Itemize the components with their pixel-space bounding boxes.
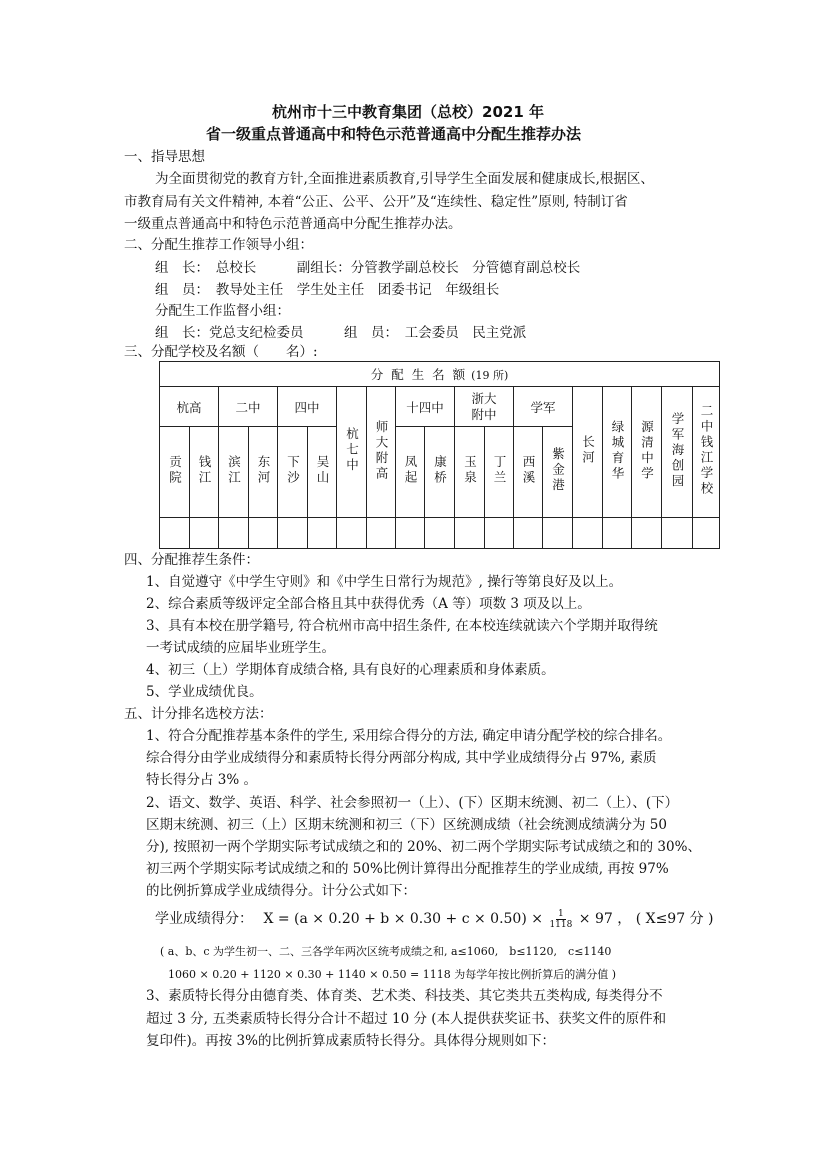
- quota-cell: [425, 518, 455, 549]
- campus-yuquan: 玉泉: [455, 427, 485, 518]
- supervision-row: 组 长：党总支纪检委员 组 员： 工会委员 民主党派: [155, 325, 527, 341]
- campus-fengqi: 凤起: [396, 427, 425, 518]
- quota-cell: [632, 518, 662, 549]
- school-hanggao: 杭高: [160, 387, 219, 427]
- formula-note: ( a、b、c 为学生初一、二、三各学年两次区统考成绩之和, a≤1060, b≤1120, c≤1140: [160, 945, 612, 958]
- school-lvcheng-yuhua: 绿城育华: [603, 387, 632, 518]
- quota-cell: [514, 518, 543, 549]
- section3-heading: 三、分配学校及名额（ 名）:: [124, 344, 318, 360]
- quota-cell: [543, 518, 573, 549]
- condition-item: 1、自觉遵守《中学生守则》和《中学生日常行为规范》, 操行等第良好及以上。: [146, 574, 623, 590]
- school-shisizhong: 十四中: [396, 387, 455, 427]
- method-paragraph: 特长得分占 3% 。: [146, 772, 257, 788]
- section1-heading: 一、指导思想: [124, 149, 205, 165]
- quota-cell: [219, 518, 249, 549]
- school-erzhong: 二中: [219, 387, 278, 427]
- quota-cell: [693, 518, 720, 549]
- method-paragraph: 复印件)。再按 3%的比例折算成素质特长得分。具体得分规则如下：: [146, 1033, 555, 1049]
- school-xuejun: 学军: [514, 387, 573, 427]
- quota-cell: [573, 518, 603, 549]
- section2-heading: 二、分配生推荐工作领导小组：: [124, 237, 313, 253]
- method-paragraph: 分), 按照初一两个学期实际考试成绩之和的 20%、初二两个学期实际考试成绩之和的 30%、: [146, 839, 701, 855]
- formula-rhs: × 97 ， ( X≤97 分 ): [578, 911, 714, 927]
- campus-xiasha: 下沙: [278, 427, 308, 518]
- formula-fraction: $\frac{1}{1118}$: [549, 908, 573, 930]
- campus-xixi: 西溪: [514, 427, 543, 518]
- condition-item: 一考试成绩的应届毕业班学生。: [146, 640, 335, 656]
- supervision-heading: 分配生工作监督小组：: [155, 303, 290, 319]
- score-formula: [155, 908, 713, 930]
- campus-gongyuan: 贡院: [160, 427, 190, 518]
- school-erzhong-qianjiang: 二中钱江学校: [693, 387, 720, 518]
- condition-item: 5、学业成绩优良。: [146, 684, 263, 700]
- method-paragraph: 综合得分由学业成绩得分和素质特长得分两部分构成, 其中学业成绩得分占 97%, 素质: [146, 750, 657, 766]
- school-shidafugao: 师大附高: [367, 387, 396, 518]
- leader-row: 组 长： 总校长 副组长：分管教学副总校长 分管德育副总校长: [155, 260, 581, 276]
- quota-cell: [367, 518, 396, 549]
- campus-qianjiang: 钱江: [190, 427, 219, 518]
- quota-cell: [249, 518, 278, 549]
- section1-line: 市教育局有关文件精神, 本着“公正、公平、公开”及“连续性、稳定性”原则, 特制订省: [124, 194, 628, 210]
- section1-line: 一级重点普通高中和特色示范普通高中分配生推荐办法。: [124, 216, 462, 232]
- campus-donghe: 东河: [249, 427, 278, 518]
- formula-lhs: X = (a × 0.20 + b × 0.30 + c × 0.50) ×: [263, 911, 543, 927]
- formula-label: 学业成绩得分：: [155, 911, 253, 927]
- campus-zijingang: 紫金港: [543, 427, 573, 518]
- school-yuanqing: 源清中学: [632, 387, 662, 518]
- section5-heading: 五、计分排名选校方法：: [124, 706, 273, 722]
- quota-cell: [396, 518, 425, 549]
- campus-kangqiao: 康桥: [425, 427, 455, 518]
- campus-binjiang: 滨江: [219, 427, 249, 518]
- school-xuejun-haichuang: 学军海创园: [662, 387, 693, 518]
- quota-cell: [160, 518, 190, 549]
- allocation-header: 分 配 生 名 额 (19 所): [160, 362, 720, 387]
- quota-cell: [190, 518, 219, 549]
- quota-cell: [662, 518, 693, 549]
- method-paragraph: 3、素质特长得分由德育类、体育类、艺术类、科技类、其它类共五类构成, 每类得分不: [146, 988, 663, 1004]
- allocation-table: [159, 361, 720, 549]
- campus-wushan: 吴山: [308, 427, 337, 518]
- school-hangqizhong: 杭七中: [337, 387, 367, 518]
- quota-cell: [337, 518, 367, 549]
- school-sizhong: 四中: [278, 387, 337, 427]
- quota-cell: [278, 518, 308, 549]
- campus-dinglan: 丁兰: [485, 427, 514, 518]
- formula-note: 1060 × 0.20 + 1120 × 0.30 + 1140 × 0.50 = 1118 为每学年按比例折算后的满分值 ): [168, 968, 616, 981]
- method-paragraph: 1、符合分配推荐基本条件的学生, 采用综合得分的方法, 确定申请分配学校的综合排名。: [146, 728, 672, 744]
- quota-cell: [308, 518, 337, 549]
- doc-title-line2: 省一级重点普通高中和特色示范普通高中分配生推荐办法: [206, 125, 582, 143]
- quota-cell: [603, 518, 632, 549]
- condition-item: 4、初三（上）学期体育成绩合格, 具有良好的心理素质和身体素质。: [146, 662, 555, 678]
- doc-title-line1: 杭州市十三中教育集团（总校）2021 年: [272, 103, 544, 121]
- quota-cell: [485, 518, 514, 549]
- quota-row: [160, 518, 720, 549]
- method-paragraph: 初三两个学期实际考试成绩之和的 50%比例计算得出分配推荐生的学业成绩, 再按 97%: [146, 861, 669, 877]
- method-paragraph: 的比例折算成学业成绩得分。计分公式如下：: [146, 883, 416, 899]
- section1-line: 为全面贯彻党的教育方针,全面推进素质教育,引导学生全面发展和健康成长,根据区、: [155, 171, 654, 187]
- school-changhe: 长河: [573, 387, 603, 518]
- condition-item: 2、综合素质等级评定全部合格且其中获得优秀（A 等）项数 3 项及以上。: [146, 596, 591, 612]
- method-paragraph: 超过 3 分, 五类素质特长得分合计不超过 10 分 (本人提供获奖证书、获奖文件的原件和: [146, 1011, 667, 1027]
- member-row: 组 员： 教导处主任 学生处主任 团委书记 年级组长: [155, 282, 500, 298]
- quota-cell: [455, 518, 485, 549]
- method-paragraph: 2、语文、数学、英语、科学、社会参照初一（上）、(下）区期末统测、初二（上）、(下）: [146, 795, 679, 811]
- condition-item: 3、具有本校在册学籍号, 符合杭州市高中招生条件, 在本校连续就读六个学期并取得统: [146, 618, 658, 634]
- section4-heading: 四、分配推荐生条件：: [124, 552, 259, 568]
- method-paragraph: 区期末统测、初三（上）区期末统测和初三（下）区统测成绩（社会统测成绩满分为 50: [146, 817, 667, 833]
- school-zheda-fuzhong: 浙大附中: [455, 387, 514, 427]
